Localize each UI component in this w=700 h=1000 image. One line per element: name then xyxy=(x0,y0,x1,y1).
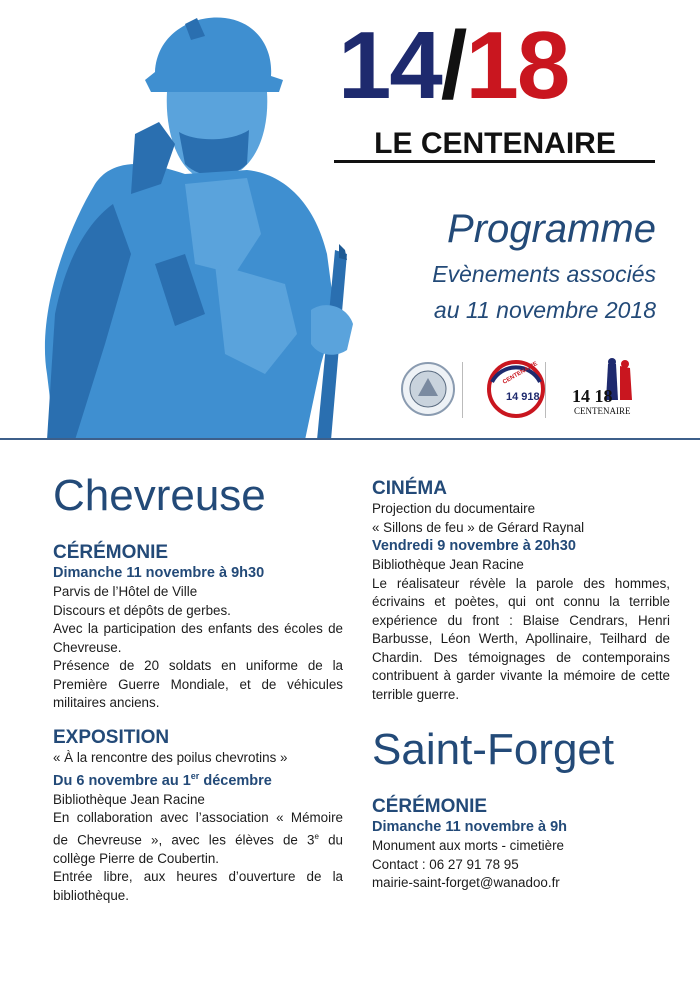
exposition-date: Du 6 novembre au 1er décembre xyxy=(53,771,272,789)
partner-logos xyxy=(396,356,656,422)
ceremonie-children: Avec la participation des enfants des écoles de Chevreuse. xyxy=(53,621,343,655)
logo-1418-centenaire xyxy=(566,358,652,418)
programme-title: Programme xyxy=(447,207,656,251)
headline-14-18 xyxy=(338,12,663,119)
section-ceremonie-sf: CÉRÉMONIE xyxy=(372,796,488,817)
logo-centenaire-round xyxy=(489,361,543,416)
city-chevreuse: Chevreuse xyxy=(53,471,266,520)
soldier-illustration xyxy=(35,14,370,440)
programme-line-2: au 11 novembre 2018 xyxy=(433,297,656,323)
section-cinema: CINÉMA xyxy=(372,478,447,499)
sf-email: mairie-saint-forget@wanadoo.fr xyxy=(372,875,560,890)
sf-place: Monument aux morts - cimetière xyxy=(372,838,564,853)
exposition-title: « À la rencontre des poilus chevrotins » xyxy=(53,749,288,765)
exposition-collaboration: En collaboration avec l’association « Mémoire de Chevreuse », avec les élèves de 3e du collège Pierre de Coubertin. xyxy=(53,810,344,866)
column-chevreuse xyxy=(53,470,343,905)
sf-date: Dimanche 11 novembre à 9h xyxy=(372,819,568,835)
soldier-figure xyxy=(45,17,353,440)
cinema-line-1: Projection du documentaire xyxy=(372,501,536,516)
exposition-entry: Entrée libre, aux heures d’ouverture de la bibliothèque. xyxy=(53,869,343,903)
cinema-place: Bibliothèque Jean Racine xyxy=(372,557,524,572)
headline-14: 14 xyxy=(338,12,441,119)
column-right xyxy=(372,478,670,893)
section-exposition: EXPOSITION xyxy=(53,726,170,748)
headline-slash: / xyxy=(440,12,466,119)
logo3-label: 14 18 xyxy=(572,386,613,406)
ceremonie-speeches: Discours et dépôts de gerbes. xyxy=(53,602,231,618)
logo-chevreuse-seal xyxy=(402,363,454,415)
ceremonie-place: Parvis de l’Hôtel de Ville xyxy=(53,584,198,599)
sf-contact: Contact : 06 27 91 78 95 xyxy=(372,856,519,872)
logo-separator xyxy=(462,362,463,418)
logo2-years: 14 918 xyxy=(506,391,540,403)
cinema-date: Vendredi 9 novembre à 20h30 xyxy=(372,538,576,554)
exposition-place: Bibliothèque Jean Racine xyxy=(53,791,205,807)
city-saint-forget: Saint-Forget xyxy=(372,725,615,774)
logo-separator xyxy=(545,362,546,418)
cinema-description: Le réalisateur révèle la parole des hommes, écrivains et poètes, qui ont connu la terrible expérience du front : Blaise Cendrars, Henri Barbusse, Léon Werth, Apollinaire, Teilhard de Chardin. Des témoignages de contemporains contribuent à garder vivante la mémoire de cette terrible guerre. xyxy=(372,575,670,702)
header-divider xyxy=(0,438,700,440)
cinema-line-2: « Sillons de feu » de Gérard Raynal xyxy=(372,519,585,535)
programme-line-1: Evènements associés xyxy=(432,261,656,287)
subtitle-underline xyxy=(334,160,655,163)
ceremonie-date: Dimanche 11 novembre à 9h30 xyxy=(53,565,265,581)
logo3-sub: CENTENAIRE xyxy=(574,406,631,416)
headline-subtitle: LE CENTENAIRE xyxy=(374,127,616,160)
headline-18: 18 xyxy=(465,12,569,119)
section-ceremonie: CÉRÉMONIE xyxy=(53,542,169,563)
poster-header xyxy=(0,0,700,440)
ceremonie-soldiers: Présence de 20 soldats en uniforme de la Première Guerre Mondiale, et de véhicules militaires anciens. xyxy=(53,658,343,710)
logo2-label: CENTENAIRE xyxy=(502,361,539,386)
